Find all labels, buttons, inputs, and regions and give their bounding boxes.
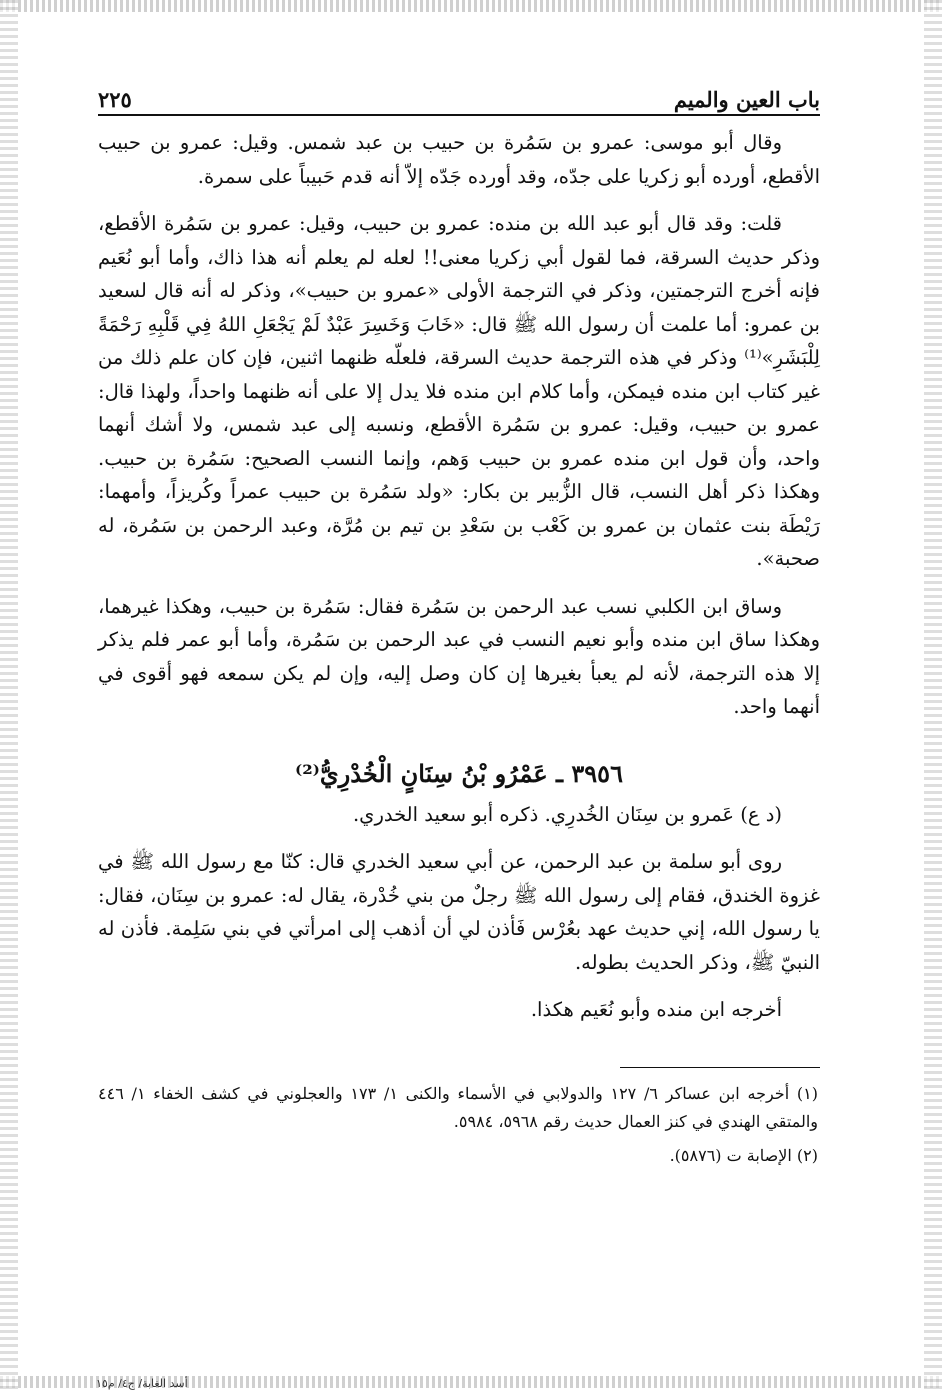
- entry-subtitle: (د ع) عَمرو بن سِنَان الخُدرِي. ذكره أبو سعيد الخدري.: [352, 802, 782, 826]
- entry-paragraph-1: روى أبو سلمة بن عبد الرحمن، عن أبي سعيد الخدري قال: كنّا مع رسول الله ﷺ في غزوة الخندق، فقام إلى رسول الله ﷺ رجلٌ من بني خُدْرة، يقال له: عمرو بن سِنَان، فقال: يا رسول الله، إني حديث عهد بعُرْس فَأذن لي أن أذهب إلى امرأتي في بني سَلِمة. فأذن له النبيّ ﷺ، وذكر الحديث بطوله.: [98, 850, 820, 974]
- page-number: ٢٢٥: [98, 87, 132, 112]
- footnote-2: (٢) الإصابة ت (٥٨٧٦).: [669, 1145, 818, 1165]
- page-header: [98, 80, 820, 116]
- decorative-border-left: [0, 0, 18, 1389]
- footnote-1: (١) أخرجه ابن عساكر ٦/ ١٢٧ والدولابي في الأسماء والكنى ١/ ١٧٣ والعجلوني في كشف الخفاء ١/ ٤٤٦ والمتقي الهندي في كنز العمال حديث رقم ٥٩٦٨، ٥٩٨٤.: [98, 1083, 818, 1131]
- entry-heading: ٣٩٥٦ ـ عَمْرُو بْنُ سِنَانٍ الْخُدْرِيُّ⁽²⁾: [295, 758, 623, 788]
- paragraph-3: وساق ابن الكلبي نسب عبد الرحمن بن سَمُرة فقال: سَمُرة بن حبيب، وهكذا غيرهما، وهكذا ساق ابن منده وأبو نعيم النسب في عبد الرحمن بن سَمُرة، وأما أبو عمر فلم يذكر إلا هذه الترجمة، لأنه لم يعبأ بغيرها إن كان وصل إليه، وإن لم يكن سمعه فهو أقوى في أنهما واحد.: [98, 594, 820, 718]
- entry-paragraph-2: أخرجه ابن منده وأبو نُعَيم هكذا.: [530, 998, 782, 1021]
- paragraph-1: وقال أبو موسى: عمرو بن سَمُرة بن حبيب بن عبد شمس. وقيل: عمرو بن حبيب الأقطع، أورده أبو زكريا على جدّه، وقد أورده جَدّه إلاّ أنه قدم حَبيباً على سمرة.: [98, 131, 820, 188]
- decorative-border-right: [924, 0, 942, 1389]
- book-page: [98, 80, 820, 1170]
- decorative-border-top: [0, 0, 942, 12]
- footnotes: [98, 1080, 820, 1170]
- footnote-divider: [620, 1067, 820, 1068]
- volume-stamp: أسد الغابة/ ج٤/ م١٥: [96, 1377, 188, 1390]
- paragraph-2: قلت: وقد قال أبو عبد الله بن منده: عمرو بن حبيب، وقيل: عمرو بن سَمُرة الأقطع، وذكر حديث السرقة، فما لقول أبي زكريا معنى!! لعله لم يعلم أنه هذا ذاك، وأما أبو نُعَيم فإنه أخرج الترجمتين، وذكر في الترجمة الأولى «عمرو بن حبيب»، وذكر له أنه قال لسعيد بن عمرو: أما علمت أن رسول الله ﷺ قال: «خَابَ وَخَسِرَ عَبْدٌ لَمْ يَجْعَلِ اللهُ فِي قَلْبِهِ رَحْمَةً لِلْبَشَرِ»⁽¹⁾ وذكر في هذه الترجمة حديث السرقة، فلعلّه ظنهما اثنين، فإن كان علم ذلك من غير كتاب ابن منده فيمكن، وأما كلام ابن منده فلا يدل إلا على أنه ظنهما واحداً، ولهذا قال: عمرو بن حبيب، وقيل: عمرو بن سَمُرة الأقطع، ونسبه إلى عبد شمس، ولا أشك أنهما واحد، وأن قول ابن منده عمرو بن حبيب وَهم، وإنما النسب الصحيح: سَمُرة بن حبيب. وهكذا ذكر أهل النسب، قال الزُّبير بن بكار: «ولد سَمُرة بن حبيب عمراً وكُريزاً، وأمهما: رَيْطَة بنت عثمان بن عمرو بن كَعْب بن سَعْدِ بن تيم بن مُرَّة، وعبد الرحمن بن سَمُرة، له صحبة».: [98, 212, 820, 570]
- chapter-title: باب العين والميم: [673, 87, 820, 112]
